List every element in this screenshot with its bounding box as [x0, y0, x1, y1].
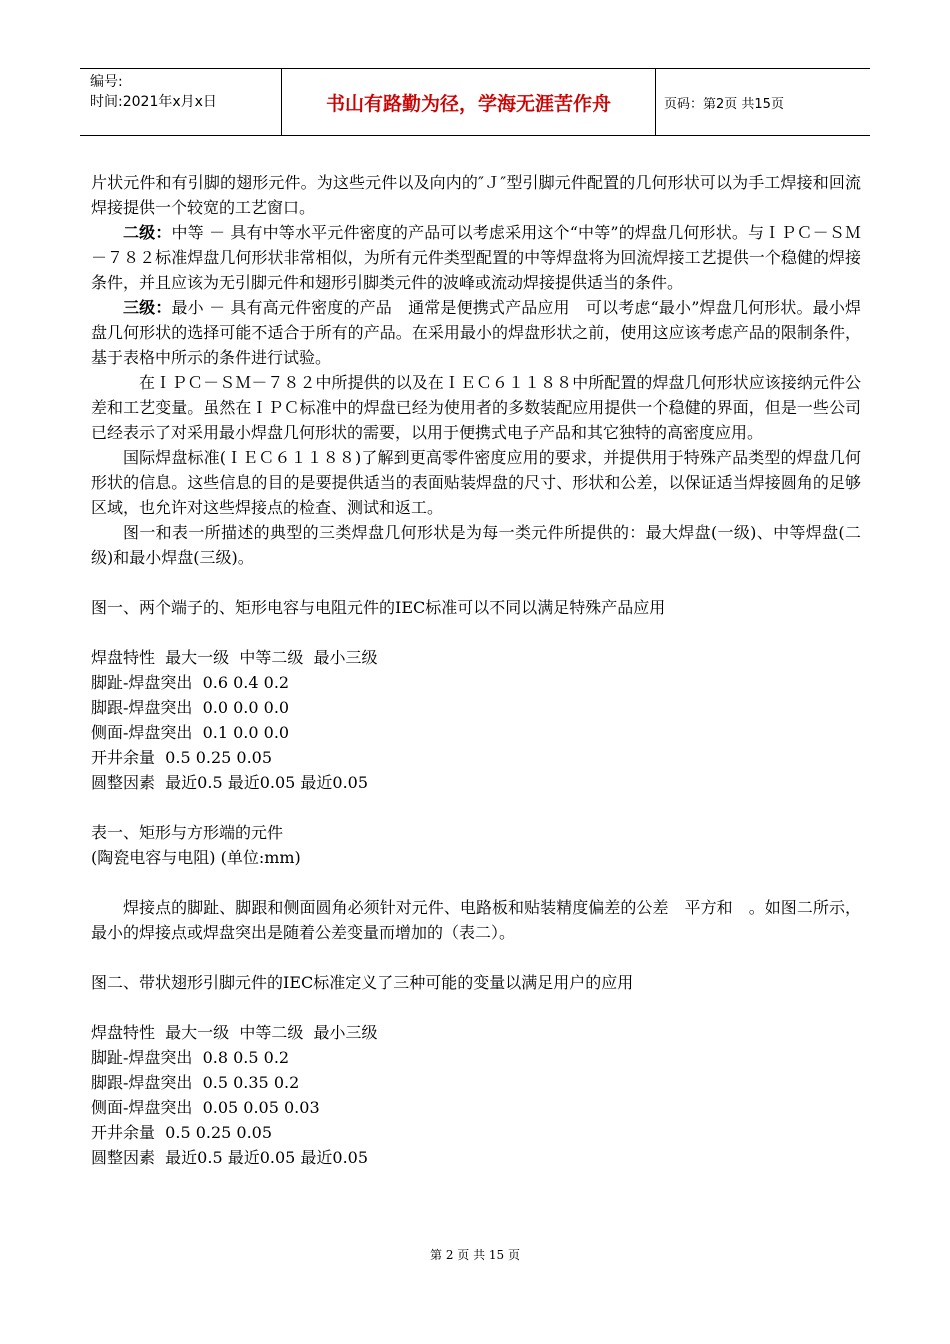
- paragraph-three-classes: 图一和表一所描述的典型的三类焊盘几何形状是为每一类元件所提供的：最大焊盘(一级)、中等焊盘(二级)和最小焊盘(三级)。: [91, 523, 861, 567]
- level-three-heading: 三级：: [123, 298, 172, 317]
- table-row: 圆整因素 最近0.5 最近0.05 最近0.05: [91, 773, 369, 792]
- table-row: 脚跟-焊盘突出 0.5 0.35 0.2: [91, 1073, 300, 1092]
- page-header: [80, 68, 870, 136]
- paragraph-ipc-standard: 在ＩＰＣ－ＳＭ－７８２中所提供的以及在ＩＥＣ６１１８８中所配置的焊盘几何形状应该接纳元件公差和工艺变量。虽然在ＩＰＣ标准中的焊盘已经为使用者的多数装配应用提供一个稳健的界面，但是一些公司已经表示了对采用最小焊盘几何形状的需要，以用于便携式电子产品和其它独特的高密度应用。: [91, 373, 861, 442]
- table-one: [91, 645, 861, 795]
- table-row: 脚趾-焊盘突出 0.6 0.4 0.2: [91, 673, 290, 692]
- figure-two-caption: 图二、带状翅形引脚元件的IEC标准定义了三种可能的变量以满足用户的应用: [91, 973, 634, 992]
- page-footer: 第 2 页 共 15 页: [430, 1248, 520, 1262]
- level-two-heading: 二级：: [123, 223, 172, 242]
- figure-one-caption: 图一、两个端子的、矩形电容与电阻元件的IEC标准可以不同以满足特殊产品应用: [91, 598, 666, 617]
- document-time-label: 时间:2021年x月x日: [90, 94, 217, 110]
- paragraph-fillet-tolerance: 焊接点的脚趾、脚跟和侧面圆角必须针对元件、电路板和贴装精度偏差的公差 平方和 。如图二所示，最小的焊接点或焊盘突出是随着公差变量而增加的（表二）。: [91, 898, 861, 942]
- level-three-text: 最小 － 具有高元件密度的产品 通常是便携式产品应用 可以考虑“最小”焊盘几何形状。最小焊盘几何形状的选择可能不适合于所有的产品。在采用最小的焊盘形状之前，使用这应该考虑产品的限制条件，基于表格中所示的条件进行试验。: [91, 298, 861, 367]
- table-row: 焊盘特性 最大一级 中等二级 最小三级: [91, 648, 378, 667]
- table-row: 焊盘特性 最大一级 中等二级 最小三级: [91, 1023, 378, 1042]
- document-number-label: 编号:: [90, 74, 123, 90]
- paragraph-level-two: [91, 220, 861, 295]
- document-body: [91, 170, 861, 1170]
- table-row: 脚趾-焊盘突出 0.8 0.5 0.2: [91, 1048, 290, 1067]
- table-row: 侧面-焊盘突出 0.05 0.05 0.03: [91, 1098, 320, 1117]
- table-one-caption: 表一、矩形与方形端的元件: [91, 823, 284, 842]
- header-page-number: 页码：第2页 共15页: [664, 96, 784, 112]
- header-motto: 书山有路勤为径，学海无涯苦作舟: [282, 69, 656, 135]
- header-info: [80, 69, 282, 135]
- table-row: 侧面-焊盘突出 0.1 0.0 0.0: [91, 723, 290, 742]
- level-two-text: 中等 － 具有中等水平元件密度的产品可以考虑采用这个“中等”的焊盘几何形状。与ＩＰＣ－ＳＭ－７８２标准焊盘几何形状非常相似，为所有元件类型配置的中等焊盘将为回流焊接工艺提供一个稳健的焊接条件，并且应该为无引脚元件和翅形引脚类元件的波峰或流动焊接提供适当的条件。: [91, 223, 861, 292]
- paragraph-continuation: 片状元件和有引脚的翅形元件。为这些元件以及向内的″Ｊ″型引脚元件配置的几何形状可以为手工焊接和回流焊接提供一个较宽的工艺窗口。: [91, 173, 861, 217]
- paragraph-level-three: [91, 295, 861, 370]
- table-row: 脚跟-焊盘突出 0.0 0.0 0.0: [91, 698, 290, 717]
- table-row: 开井余量 0.5 0.25 0.05: [91, 748, 273, 767]
- table-row: 开井余量 0.5 0.25 0.05: [91, 1123, 273, 1142]
- table-two: [91, 1020, 861, 1170]
- table-one-unit-caption: (陶瓷电容与电阻) (单位:mm): [91, 848, 301, 867]
- paragraph-iec-standard: 国际焊盘标准(ＩＥＣ６１１８８)了解到更高零件密度应用的要求，并提供用于特殊产品类型的焊盘几何形状的信息。这些信息的目的是要提供适当的表面贴装焊盘的尺寸、形状和公差，以保证适当焊接圆角的足够区域，也允许对这些焊接点的检查、测试和返工。: [91, 448, 861, 517]
- table-row: 圆整因素 最近0.5 最近0.05 最近0.05: [91, 1148, 369, 1167]
